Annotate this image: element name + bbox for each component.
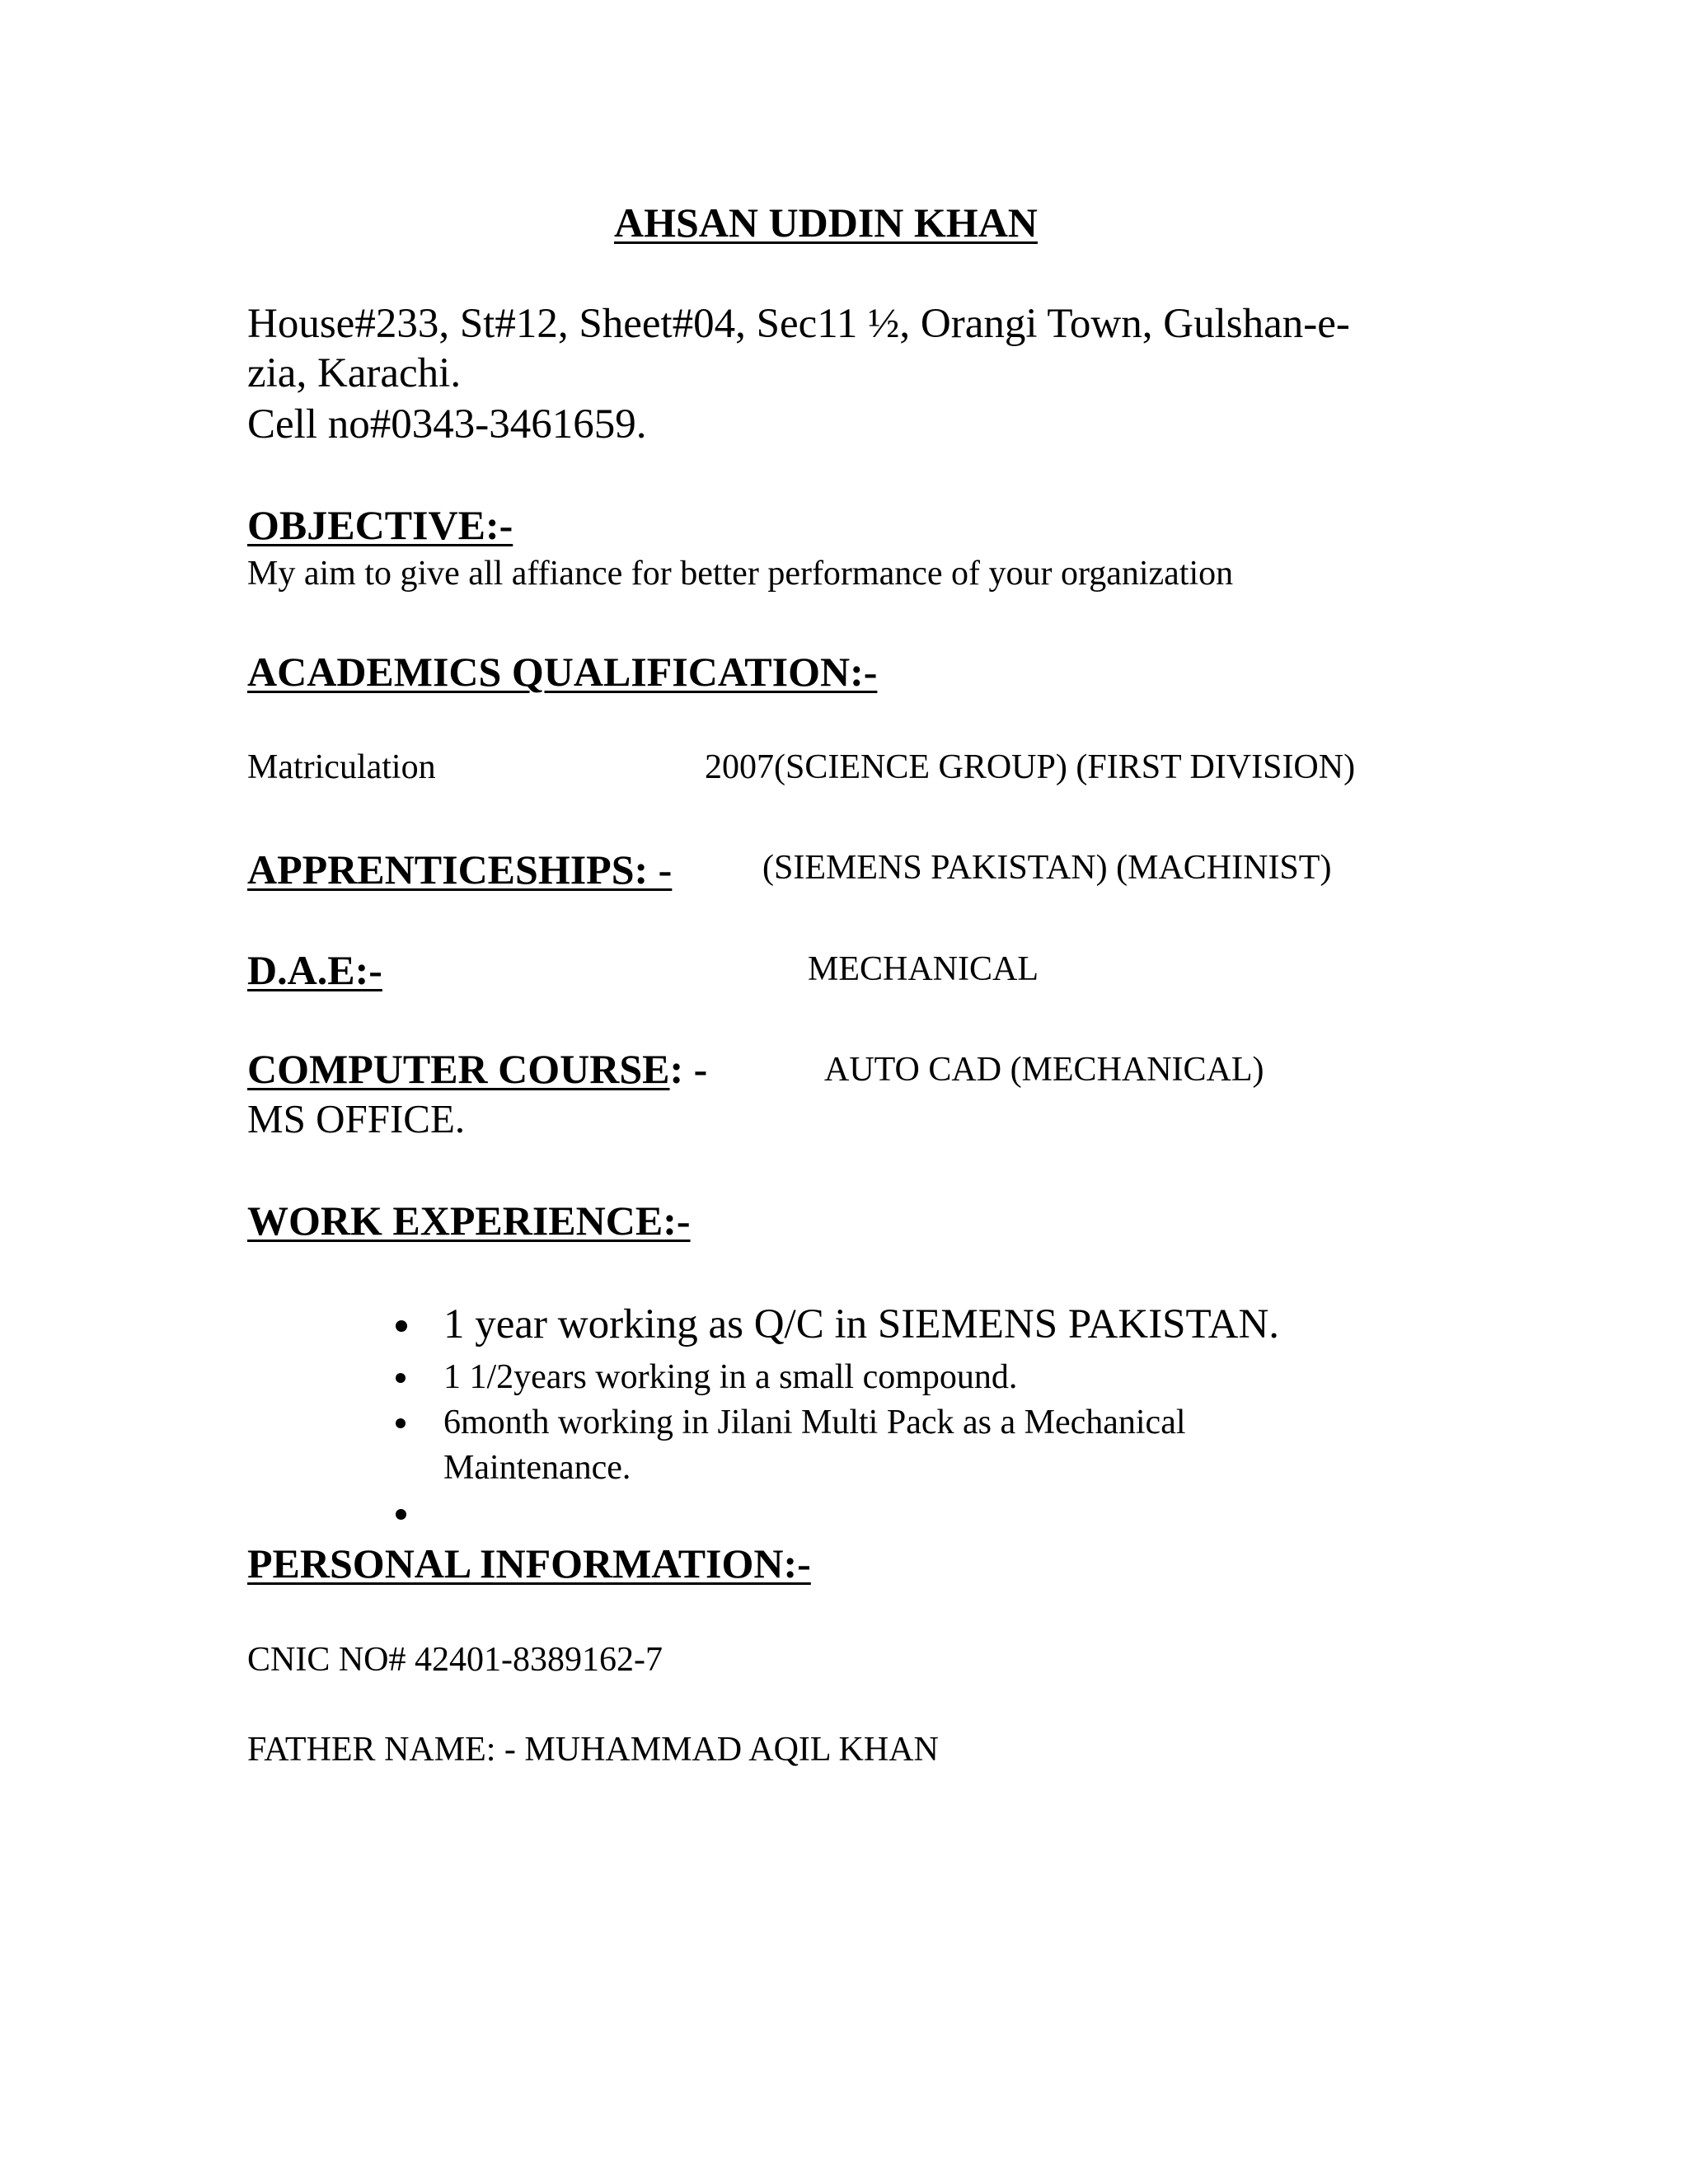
apprenticeships-heading: APPRENTICESHIPS: - bbox=[247, 846, 673, 893]
work-item-3-continued: Maintenance. bbox=[443, 1449, 631, 1487]
bullet-icon bbox=[396, 1373, 406, 1383]
work-item-2: 1 1/2years working in a small compound. bbox=[443, 1358, 1018, 1396]
computer-course-suffix: : - bbox=[669, 1046, 708, 1092]
objective-heading: OBJECTIVE:- bbox=[247, 502, 513, 548]
work-experience-heading: WORK EXPERIENCE:- bbox=[247, 1197, 691, 1244]
computer-course-line bbox=[247, 1048, 707, 1090]
personal-info-heading: PERSONAL INFORMATION:- bbox=[247, 1540, 811, 1586]
cnic-number: CNIC NO# 42401-8389162-7 bbox=[247, 1641, 663, 1679]
address-line-2: zia, Karachi. bbox=[247, 350, 462, 396]
work-item-1: 1 year working as Q/C in SIEMENS PAKISTAN. bbox=[443, 1301, 1280, 1347]
objective-text: My aim to give all affiance for better performance of your organization bbox=[247, 555, 1234, 593]
computer-course-extra: MS OFFICE. bbox=[247, 1096, 466, 1141]
dae-detail: MECHANICAL bbox=[808, 950, 1039, 988]
address-line-1: House#233, St#12, Sheet#04, Sec11 ½, Orangi Town, Gulshan-e- bbox=[247, 301, 1350, 347]
apprenticeships-detail: (SIEMENS PAKISTAN) (MACHINIST) bbox=[762, 849, 1332, 887]
bullet-icon bbox=[396, 1509, 406, 1520]
dae-heading: D.A.E:- bbox=[247, 947, 382, 993]
computer-course-detail: AUTO CAD (MECHANICAL) bbox=[824, 1051, 1264, 1089]
bullet-icon bbox=[396, 1418, 406, 1428]
father-name: FATHER NAME: - MUHAMMAD AQIL KHAN bbox=[247, 1731, 939, 1769]
applicant-name: AHSAN UDDIN KHAN bbox=[614, 199, 1038, 246]
cell-number: Cell no#0343-3461659. bbox=[247, 401, 647, 448]
work-item-3: 6month working in Jilani Multi Pack as a Mechanical bbox=[443, 1404, 1186, 1441]
academics-detail: 2007(SCIENCE GROUP) (FIRST DIVISION) bbox=[705, 748, 1356, 786]
computer-course-heading: COMPUTER COURSE bbox=[247, 1046, 670, 1092]
academics-heading: ACADEMICS QUALIFICATION:- bbox=[247, 649, 878, 695]
academics-degree: Matriculation bbox=[247, 748, 436, 786]
bullet-icon bbox=[396, 1320, 407, 1332]
